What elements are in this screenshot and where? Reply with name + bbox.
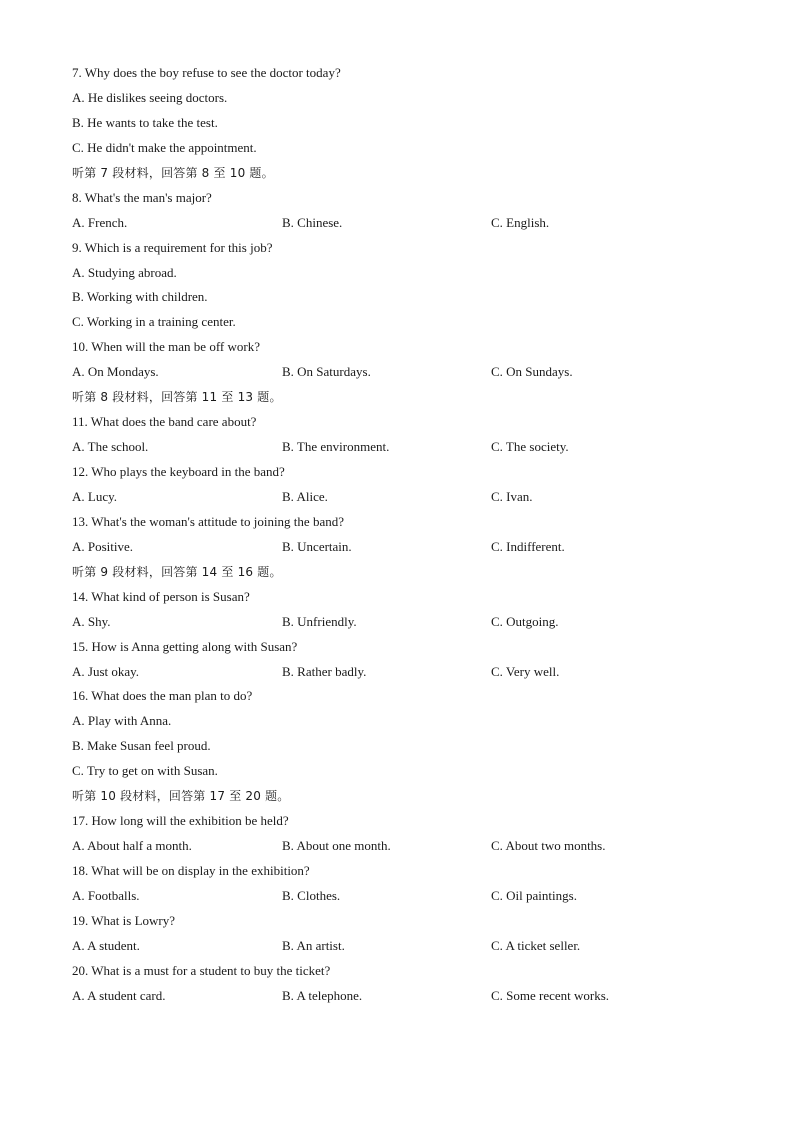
- section-heading-9: 听第 9 段材料，回答第 14 至 16 题。: [72, 564, 282, 579]
- question-11: 11. What does the band care about?: [72, 414, 257, 430]
- question-14-options: [72, 610, 732, 635]
- question-20-options: [72, 984, 732, 1009]
- section-heading-10: 听第 10 段材料，回答第 17 至 20 题。: [72, 789, 290, 804]
- question-8-option-c: C. English.: [491, 214, 550, 230]
- question-17-option-c: C. About two months.: [491, 838, 606, 854]
- question-19-option-b: B. An artist.: [282, 937, 345, 953]
- question-17: 17. How long will the exhibition be held?: [72, 813, 289, 829]
- question-8: 8. What's the man's major?: [72, 189, 212, 205]
- question-20-option-b: B. A telephone.: [282, 987, 363, 1003]
- question-13-option-a: A. Positive.: [72, 538, 134, 554]
- question-12: 12. Who plays the keyboard in the band?: [72, 464, 285, 479]
- question-10: 10. When will the man be off work?: [72, 339, 260, 355]
- question-15-option-b: B. Rather badly.: [282, 663, 367, 679]
- question-18-options: [72, 884, 732, 909]
- question-10-option-a: A. On Mondays.: [72, 364, 159, 380]
- question-11-option-b: B. The environment.: [282, 439, 390, 455]
- question-13-option-c: C. Indifferent.: [491, 538, 565, 554]
- question-8-option-a: A. French.: [72, 214, 128, 230]
- question-17-option-a: A. About half a month.: [72, 838, 192, 854]
- question-12-option-b: B. Alice.: [282, 488, 328, 504]
- question-11-option-a: A. The school.: [72, 439, 149, 455]
- question-15: 15. How is Anna getting along with Susan?: [72, 638, 298, 654]
- question-19-option-c: C. A ticket seller.: [491, 937, 581, 953]
- question-7-option-a: A. He dislikes seeing doctors.: [72, 89, 228, 105]
- question-9-option-b: B. Working with children.: [72, 289, 208, 305]
- question-13-options: [72, 535, 732, 560]
- question-15-option-c: C. Very well.: [491, 663, 560, 679]
- question-13-option-b: B. Uncertain.: [282, 538, 352, 554]
- question-19: 19. What is Lowry?: [72, 912, 176, 928]
- question-9: 9. Which is a requirement for this job?: [72, 239, 273, 255]
- question-10-options: [72, 360, 732, 385]
- question-20-option-a: A. A student card.: [72, 987, 166, 1003]
- question-19-options: [72, 934, 732, 959]
- question-7-option-b: B. He wants to take the test.: [72, 114, 218, 130]
- question-15-options: [72, 660, 732, 685]
- listening-questions: [72, 61, 732, 1009]
- question-9-option-c: C. Working in a training center.: [72, 314, 236, 330]
- question-14: 14. What kind of person is Susan?: [72, 588, 250, 604]
- question-7: 7. Why does the boy refuse to see the doctor today?: [72, 65, 341, 80]
- question-7-option-c: C. He didn't make the appointment.: [72, 139, 257, 155]
- question-14-option-c: C. Outgoing.: [491, 613, 559, 629]
- question-16-option-b: B. Make Susan feel proud.: [72, 738, 211, 754]
- section-heading-8: 听第 8 段材料，回答第 11 至 13 题。: [72, 390, 282, 405]
- section-heading-7: 听第 7 段材料，回答第 8 至 10 题。: [72, 165, 274, 180]
- question-16-option-c: C. Try to get on with Susan.: [72, 763, 218, 779]
- question-14-option-a: A. Shy.: [72, 613, 111, 629]
- question-18-option-b: B. Clothes.: [282, 887, 341, 903]
- question-12-options: [72, 485, 732, 510]
- question-11-option-c: C. The society.: [491, 439, 569, 455]
- question-12-option-a: A. Lucy.: [72, 488, 118, 504]
- question-10-option-b: B. On Saturdays.: [282, 364, 371, 380]
- question-20: 20. What is a must for a student to buy the ticket?: [72, 962, 331, 978]
- question-10-option-c: C. On Sundays.: [491, 364, 573, 380]
- question-8-options: [72, 211, 732, 236]
- question-17-options: [72, 834, 732, 859]
- question-8-option-b: B. Chinese.: [282, 214, 343, 230]
- question-16-option-a: A. Play with Anna.: [72, 713, 172, 729]
- question-13: 13. What's the woman's attitude to joining the band?: [72, 513, 344, 529]
- question-19-option-a: A. A student.: [72, 937, 140, 953]
- question-17-option-b: B. About one month.: [282, 838, 391, 854]
- question-14-option-b: B. Unfriendly.: [282, 613, 357, 629]
- question-16: 16. What does the man plan to do?: [72, 688, 253, 704]
- question-18: 18. What will be on display in the exhibition?: [72, 863, 310, 878]
- question-15-option-a: A. Just okay.: [72, 663, 140, 679]
- question-18-option-a: A. Footballs.: [72, 887, 140, 903]
- question-20-option-c: C. Some recent works.: [491, 987, 610, 1003]
- question-18-option-c: C. Oil paintings.: [491, 887, 577, 903]
- question-12-option-c: C. Ivan.: [491, 488, 533, 504]
- question-9-option-a: A. Studying abroad.: [72, 264, 177, 280]
- question-11-options: [72, 435, 732, 460]
